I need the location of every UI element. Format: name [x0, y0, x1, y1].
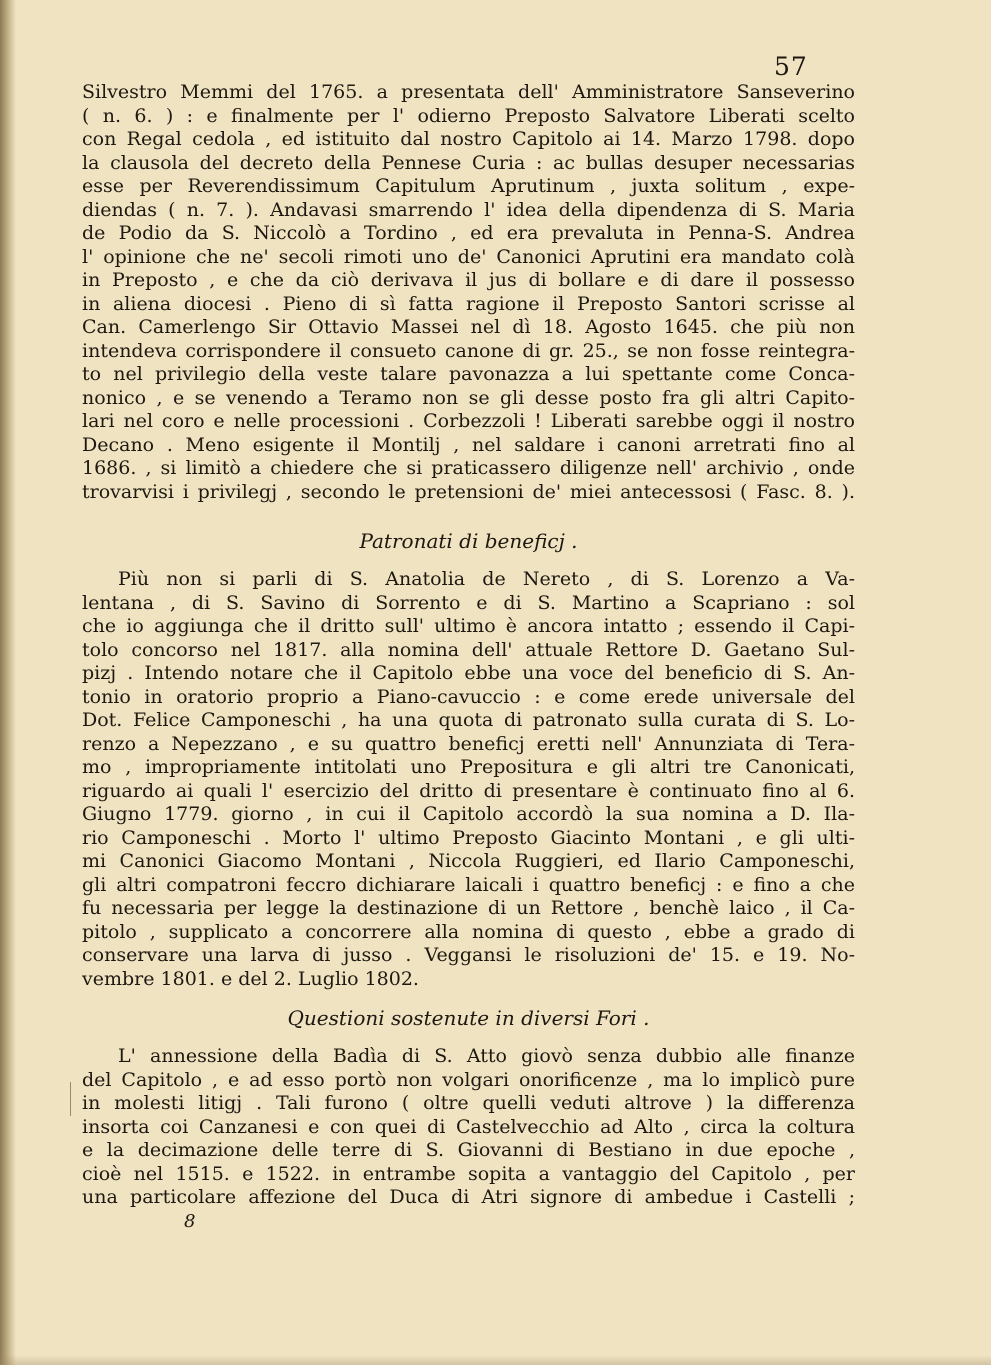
text-line: intendeva corrispondere il consueto canone di gr. 25., se non fosse reintegra-	[82, 339, 855, 362]
text-line: Can. Camerlengo Sir Ottavio Massei nel dì 18. Agosto 1645. che più non	[82, 316, 855, 338]
text-line: in aliena diocesi . Pieno di sì fatta ragione il Preposto Santori scrisse al	[82, 292, 855, 315]
text-line: in molesti litigj . Tali furono ( oltre quelli veduti altrove ) la differenza	[82, 1092, 855, 1114]
text-line: e la decimazione delle terre di S. Giovanni di Bestiano in due epoche ,	[82, 1139, 855, 1161]
text-line: tonio in oratorio proprio a Piano-cavuccio : e come erede universale del	[82, 685, 855, 708]
text-line: lentana , di S. Savino di Sorrento e di S. Martino a Scapriano : sol	[82, 591, 855, 614]
text-line: mo , impropriamente intitolati uno Prepositura e gli altri tre Canonicati,	[82, 756, 855, 778]
text-line: Giugno 1779. giorno , in cui il Capitolo accordò la sua nomina a D. Ila-	[82, 803, 855, 825]
text-line: Decano . Meno esigente il Montilj , nel saldare i canoni arretrati fino al	[82, 433, 855, 456]
text-line: una particolare affezione del Duca di Atri signore di ambedue i Castelli ;	[82, 1186, 855, 1208]
text-line: rio Camponeschi . Morto l' ultimo Preposto Giacinto Montani , e gli ulti-	[82, 826, 855, 849]
text-line: conservare una larva di jusso . Veggansi le risoluzioni de' 15. e 19. No-	[82, 944, 855, 966]
margin-mark	[70, 1082, 71, 1116]
text-line: l' opinione che ne' secoli rimoti uno de' Canonici Aprutini era mandato colà	[82, 245, 855, 268]
page-text	[82, 81, 855, 1234]
text-line: del Capitolo , e ad esso portò non volgari onorificenze , ma lo implicò pure	[82, 1068, 855, 1091]
text-line: lari nel coro e nelle processioni . Corbezzoli ! Liberati sarebbe oggi il nostro	[82, 410, 855, 432]
text-line: tolo concorso nel 1817. alla nomina dell' attuale Rettore D. Gaetano Sul-	[82, 638, 855, 661]
paragraph-2	[82, 568, 855, 991]
text-line: trovarvisi i privilegj , secondo le pretensioni de' miei antecessosi ( Fasc. 8. ).	[82, 480, 855, 503]
text-line: vembre 1801. e del 2. Luglio 1802.	[82, 967, 419, 990]
section-heading-patronati: Patronati di beneficj .	[359, 529, 578, 553]
paragraph-3	[82, 1045, 855, 1210]
text-line: fu necessaria per legge la destinazione di un Rettore , benchè laico , il Ca-	[82, 897, 855, 919]
text-line: renzo a Nepezzano , e su quattro beneficj eretti nell' Annunziata di Tera-	[82, 732, 855, 755]
text-line: to nel privilegio della veste talare pavonazza a lui spettante come Conca-	[82, 363, 855, 385]
text-line: esse per Reverendissimum Capitulum Aprutinum , juxta solitum , expe-	[82, 175, 855, 197]
text-line: pizj . Intendo notare che il Capitolo ebbe una voce del beneficio di S. An-	[82, 662, 855, 684]
text-line: L' annessione della Badìa di S. Atto giovò senza dubbio alle finanze	[118, 1045, 855, 1067]
text-line: Dot. Felice Camponeschi , ha una quota di patronato sulla curata di S. Lo-	[82, 709, 855, 731]
section-heading-questioni: Questioni sostenute in diversi Fori .	[287, 1006, 650, 1030]
paragraph-1	[82, 81, 855, 504]
text-line: Più non si parli di S. Anatolia de Nereto , di S. Lorenzo a Va-	[118, 568, 855, 590]
text-line: diendas ( n. 7. ). Andavasi smarrendo l' idea della dipendenza di S. Maria	[82, 198, 855, 221]
text-line: la clausola del decreto della Pennese Curia : ac bullas desuper necessarias	[82, 151, 855, 174]
text-line: pitolo , supplicato a concorrere alla nomina di questo , ebbe a grado di	[82, 920, 855, 943]
text-line: in Preposto , e che da ciò derivava il jus di bollare e di dare il possesso	[82, 269, 855, 291]
page-number: 57	[774, 52, 808, 81]
text-line: che io aggiunga che il dritto sull' ultimo è ancora intatto ; essendo il Capi-	[82, 615, 855, 637]
text-line: insorta coi Canzanesi e con quei di Castelvecchio ad Alto , circa la coltura	[82, 1115, 855, 1138]
text-line: Silvestro Memmi del 1765. a presentata dell' Amministratore Sanseverino	[82, 81, 855, 103]
text-line: gli altri compatroni feccro dichiarare laicali i quattro beneficj : e fino a che	[82, 873, 855, 896]
text-line: con Regal cedola , ed istituito dal nostro Capitolo ai 14. Marzo 1798. dopo	[82, 128, 855, 150]
page-gutter-shadow	[0, 0, 16, 1365]
text-line: 1686. , si limitò a chiedere che si praticassero diligenze nell' archivio , onde	[82, 457, 855, 479]
text-line: de Podio da S. Niccolò a Tordino , ed era prevaluta in Penna-S. Andrea	[82, 222, 855, 244]
page-bottom-shadow	[0, 1355, 991, 1365]
text-line: cioè nel 1515. e 1522. in entrambe sopita a vantaggio del Capitolo , per	[82, 1162, 855, 1185]
signature-mark: 8	[184, 1210, 196, 1232]
text-line: nonico , e se venendo a Teramo non se gli desse posto fra gli altri Capito-	[82, 386, 855, 409]
text-line: ( n. 6. ) : e finalmente per l' odierno Preposto Salvatore Liberati scelto	[82, 104, 855, 127]
text-line: mi Canonici Giacomo Montani , Niccola Ruggieri, ed Ilario Camponeschi,	[82, 850, 855, 872]
text-line: riguardo ai quali l' esercizio del dritto di presentare è continuato fino al 6.	[82, 779, 855, 802]
